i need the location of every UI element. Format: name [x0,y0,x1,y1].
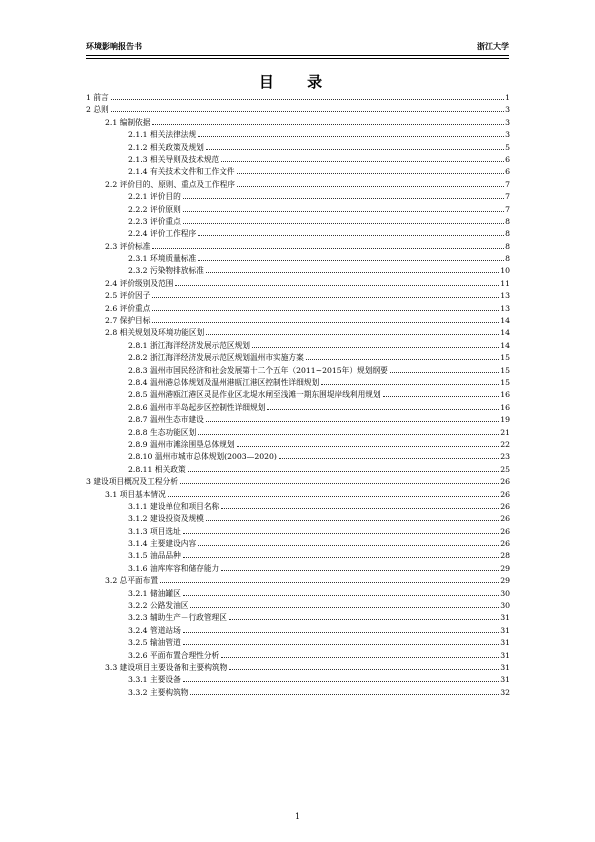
toc-entry[interactable] [86,340,510,352]
table-of-contents [86,92,510,699]
toc-entry-label: 3.1.5 油品品种 [128,551,181,561]
toc-entry-label: 2.8.11 相关政策 [128,464,186,474]
toc-leader-dots [221,507,499,509]
toc-entry[interactable] [86,142,510,154]
toc-entry-label: 2.8.2 浙江海洋经济发展示范区规划温州市实施方案 [128,353,304,363]
toc-leader-dots [175,284,499,286]
toc-entry-label: 2.2 评价目的、原则、重点及工作程序 [105,179,235,189]
toc-entry-page: 7 [505,204,510,214]
toc-leader-dots [183,197,504,199]
toc-entry[interactable] [86,389,510,401]
toc-leader-dots [198,433,499,435]
toc-entry-label: 2.2.4 评价工作程序 [128,229,197,239]
toc-leader-dots [198,544,499,546]
toc-title: 目 录 [258,73,337,91]
toc-entry-label: 2.6 评价重点 [105,303,151,313]
toc-leader-dots [111,98,504,100]
toc-entry-page: 23 [500,452,510,462]
toc-entry[interactable] [86,464,510,476]
toc-entry[interactable] [86,365,510,377]
toc-entry-page: 7 [505,192,510,202]
toc-entry-page: 15 [500,377,510,387]
toc-entry-page: 1 [505,93,510,102]
toc-entry-page: 6 [505,167,510,177]
toc-entry-label: 3.1.3 项目选址 [128,526,181,536]
toc-entry-label: 2.2.2 评价原则 [128,204,181,214]
toc-entry-page: 14 [500,316,510,326]
toc-entry[interactable] [86,166,510,178]
toc-leader-dots [206,333,499,335]
toc-entry-label: 2.8.4 温州港总体规划及温州港瓯江港区控制性详细规划 [128,377,320,387]
toc-entry[interactable] [86,303,510,315]
toc-entry-label: 3.2.6 平面布置合理性分析 [128,650,220,660]
header-rule-thin [86,58,509,59]
toc-entry-page: 3 [505,117,510,127]
toc-entry-page: 26 [500,539,510,549]
toc-entry-label: 3.2.5 输油管道 [128,638,181,648]
toc-entry-page: 7 [505,179,510,189]
toc-entry-page: 10 [500,266,510,276]
toc-entry[interactable] [86,92,510,104]
toc-entry-page: 25 [500,464,510,474]
toc-leader-dots [152,123,504,125]
toc-entry-label: 2.8.7 温州生态市建设 [128,415,204,425]
toc-entry-page: 8 [505,216,510,226]
toc-entry-page: 13 [500,291,510,301]
toc-entry-label: 2.1.3 相关导则及技术规范 [128,154,220,164]
toc-entry-page: 5 [505,142,510,152]
toc-entry[interactable] [86,204,510,216]
toc-entry[interactable] [86,315,510,327]
toc-leader-dots [180,482,499,484]
toc-leader-dots [206,420,499,422]
toc-entry-page: 26 [500,489,510,499]
toc-entry-label: 2 总则 [86,105,109,115]
toc-entry-page: 28 [500,551,510,561]
toc-leader-dots [383,395,500,397]
toc-entry[interactable] [86,377,510,389]
toc-entry[interactable] [86,526,510,538]
toc-entry-label: 2.3.1 环境质量标准 [128,254,197,264]
toc-entry-label: 2.2.1 评价目的 [128,192,181,202]
toc-entry[interactable] [86,513,510,525]
toc-leader-dots [221,656,499,658]
toc-entry[interactable] [86,402,510,414]
toc-leader-dots [183,631,499,633]
toc-entry-page: 6 [505,154,510,164]
toc-leader-dots [279,457,499,459]
toc-entry[interactable] [86,687,510,699]
toc-entry[interactable] [86,327,510,339]
toc-entry-page: 14 [500,328,510,338]
toc-leader-dots [183,643,499,645]
toc-leader-dots [267,408,499,410]
toc-entry-label: 3.1.1 建设单位和项目名称 [128,501,220,511]
toc-entry-label: 3.1 项目基本情况 [105,489,166,499]
toc-entry[interactable] [86,352,510,364]
toc-entry-label: 3.1.2 建设投资及规模 [128,514,204,524]
toc-entry-label: 3.1.4 主要建设内容 [128,539,197,549]
toc-entry-label: 2.8.9 温州市滩涂围垦总体规划 [128,439,235,449]
toc-entry[interactable] [86,290,510,302]
toc-leader-dots [206,148,504,150]
toc-entry[interactable] [86,612,510,624]
toc-entry-page: 8 [505,241,510,251]
toc-entry[interactable] [86,179,510,191]
toc-entry-label: 3.2.2 公路发油区 [128,601,189,611]
header-institution: 浙江大学 [477,42,509,51]
toc-entry-page: 29 [500,563,510,573]
toc-entry-label: 2.8.3 温州市国民经济和社会发展第十二个五年（2011~2015年）规划纲要 [128,365,388,375]
page-header [86,41,509,55]
toc-leader-dots [183,210,504,212]
toc-leader-dots [252,346,499,348]
toc-leader-dots [206,519,499,521]
header-report-title: 环境影响报告书 [86,42,142,51]
toc-entry[interactable] [86,154,510,166]
toc-entry[interactable] [86,241,510,253]
toc-entry-page: 11 [500,278,510,288]
toc-entry-page: 15 [500,365,510,375]
toc-entry[interactable] [86,191,510,203]
toc-entry-page: 32 [500,687,510,697]
toc-entry[interactable] [86,662,510,674]
toc-leader-dots [237,172,505,174]
toc-leader-dots [229,668,499,670]
toc-leader-dots [237,445,500,447]
toc-leader-dots [229,618,499,620]
toc-entry[interactable] [86,588,510,600]
toc-leader-dots [160,581,499,583]
toc-entry-label: 2.2.3 评价重点 [128,216,181,226]
toc-entry[interactable] [86,117,510,129]
toc-entry-page: 31 [500,662,510,672]
toc-entry-label: 2.1.2 相关政策及规划 [128,142,204,152]
toc-leader-dots [183,222,504,224]
toc-entry-page: 26 [500,501,510,511]
toc-leader-dots [152,247,504,249]
toc-entry-label: 2.3 评价标准 [105,241,151,251]
toc-entry[interactable] [86,563,510,575]
toc-entry[interactable] [86,253,510,265]
toc-entry[interactable] [86,476,510,488]
toc-entry-label: 1 前言 [86,93,109,102]
toc-entry[interactable] [86,216,510,228]
toc-entry-page: 22 [500,439,510,449]
toc-entry[interactable] [86,650,510,662]
toc-entry-label: 2.8 相关规划及环境功能区划 [105,328,205,338]
toc-entry[interactable] [86,538,510,550]
toc-entry-page: 16 [500,402,510,412]
toc-entry-page: 29 [500,576,510,586]
toc-entry-label: 2.1.4 有关技术文件和工作文件 [128,167,235,177]
toc-entry-label: 2.8.5 温州港瓯江港区灵昆作业区北堤水闸至浅滩一期东围堤岸线利用规划 [128,390,381,400]
toc-leader-dots [183,680,499,682]
toc-entry-page: 31 [500,675,510,685]
toc-leader-dots [152,309,499,311]
toc-entry-page: 26 [500,514,510,524]
toc-entry-page: 14 [500,340,510,350]
toc-leader-dots [321,383,499,385]
toc-entry-page: 16 [500,390,510,400]
toc-entry[interactable] [86,265,510,277]
toc-entry-label: 3.3.1 主要设备 [128,675,181,685]
toc-entry[interactable] [86,228,510,240]
toc-entry-label: 3.2.4 管道站场 [128,625,181,635]
toc-entry-page: 3 [505,105,510,115]
toc-entry-page: 8 [505,229,510,239]
toc-entry-label: 3.2.1 储油罐区 [128,588,181,598]
toc-entry-page: 31 [500,613,510,623]
toc-entry[interactable] [86,501,510,513]
toc-leader-dots [188,470,500,472]
toc-entry-label: 3.2.3 辅助生产－行政管理区 [128,613,227,623]
toc-entry-page: 15 [500,353,510,363]
toc-leader-dots [152,321,499,323]
toc-entry-label: 2.1.1 相关法律法规 [128,130,197,140]
toc-entry-label: 2.8.1 浙江海洋经济发展示范区规划 [128,340,250,350]
page-number: 1 [294,812,301,821]
toc-entry[interactable] [86,637,510,649]
toc-leader-dots [198,234,504,236]
toc-entry[interactable] [86,550,510,562]
toc-leader-dots [183,556,499,558]
toc-leader-dots [390,371,499,373]
toc-entry-label: 2.4 评价级别及范围 [105,278,174,288]
toc-entry-page: 8 [505,254,510,264]
toc-entry-label: 2.5 评价因子 [105,291,151,301]
toc-leader-dots [198,259,504,261]
toc-entry[interactable] [86,129,510,141]
toc-leader-dots [206,271,499,273]
toc-entry-label: 2.8.6 温州市半岛起步区控制性详细规划 [128,402,266,412]
toc-entry-page: 31 [500,638,510,648]
toc-leader-dots [152,296,499,298]
toc-entry[interactable] [86,625,510,637]
toc-entry-label: 3 建设项目概况及工程分析 [86,477,178,487]
toc-entry-label: 3.3.2 主要构筑物 [128,687,189,697]
toc-entry[interactable] [86,439,510,451]
toc-entry-label: 2.8.8 生态功能区划 [128,427,197,437]
toc-entry-page: 3 [505,130,510,140]
toc-entry-page: 26 [500,526,510,536]
toc-entry-page: 21 [500,427,510,437]
toc-leader-dots [221,569,499,571]
toc-leader-dots [190,606,499,608]
toc-entry-page: 13 [500,303,510,313]
toc-leader-dots [183,594,499,596]
toc-entry[interactable] [86,104,510,116]
toc-entry-page: 31 [500,625,510,635]
toc-entry[interactable] [86,451,510,463]
toc-entry-page: 30 [500,588,510,598]
toc-leader-dots [168,495,499,497]
toc-entry-label: 3.2 总平面布置 [105,576,159,586]
toc-entry-label: 3.3 建设项目主要设备和主要构筑物 [105,662,228,672]
toc-entry[interactable] [86,600,510,612]
toc-leader-dots [221,160,504,162]
toc-entry-label: 2.3.2 污染物排放标准 [128,266,204,276]
toc-leader-dots [237,185,504,187]
toc-leader-dots [198,135,504,137]
toc-leader-dots [306,358,499,360]
toc-entry[interactable] [86,414,510,426]
toc-entry-label: 2.7 保护目标 [105,316,151,326]
toc-leader-dots [190,693,499,695]
toc-entry[interactable] [86,427,510,439]
toc-entry-label: 3.1.6 油库库容和储存能力 [128,563,220,573]
toc-leader-dots [183,532,499,534]
toc-entry[interactable] [86,674,510,686]
toc-entry-label: 2.8.10 温州市城市总体规划(2003—2020) [128,452,277,462]
toc-entry[interactable] [86,278,510,290]
toc-entry-page: 30 [500,601,510,611]
toc-entry[interactable] [86,489,510,501]
toc-entry-page: 31 [500,650,510,660]
toc-leader-dots [111,110,504,112]
header-rule-thick [86,55,509,56]
toc-entry-page: 26 [500,477,510,487]
toc-entry[interactable] [86,575,510,587]
toc-entry-label: 2.1 编制依据 [105,117,151,127]
toc-entry-page: 19 [500,415,510,425]
